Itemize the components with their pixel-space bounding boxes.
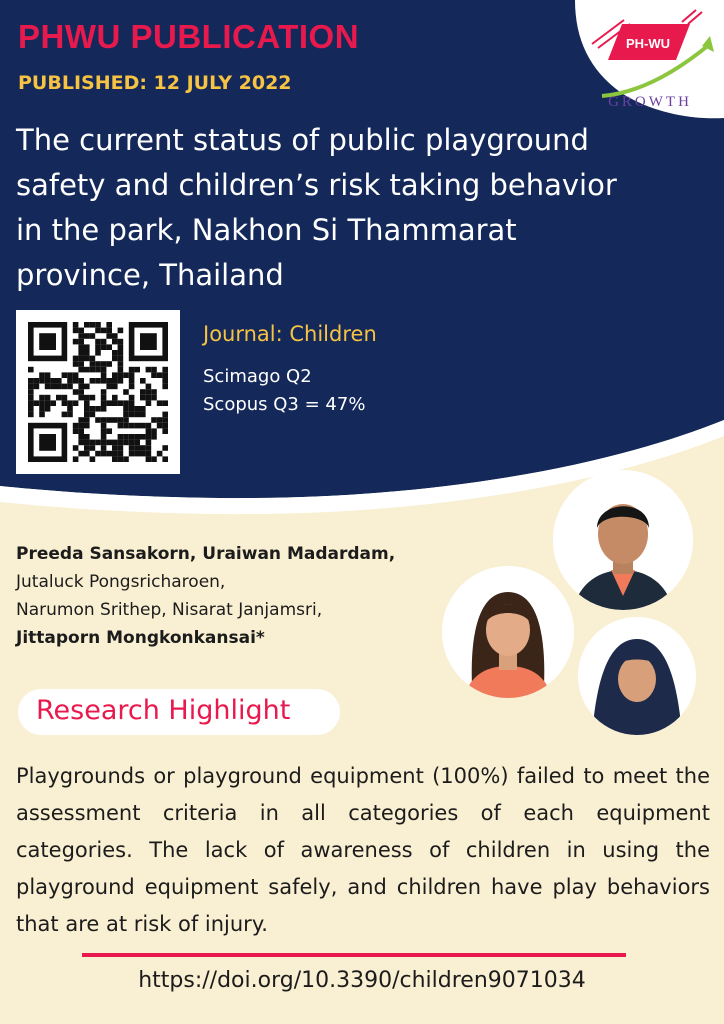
doi-link[interactable]: https://doi.org/10.3390/children9071034 [138, 968, 586, 993]
paper-title-line: province, Thailand [16, 258, 284, 292]
logo-bottom-text: GROWTH [608, 94, 692, 110]
publication-heading: PHWU PUBLICATION [18, 18, 360, 55]
qr-code-icon[interactable] [16, 310, 180, 474]
author-line: Jittaporn Mongkonkansai* [16, 628, 265, 648]
paper-title-line: in the park, Nakhon Si Thammarat [16, 213, 517, 247]
published-date: PUBLISHED: 12 JULY 2022 [18, 72, 292, 94]
scopus-rank: Scopus Q3 = 47% [203, 394, 366, 415]
highlight-text: Playgrounds or playground equipment (100%) failed to meet the assessment criteria in all categories of each equipment categories. The lack of awareness of children in using the playground equipment safely, and children have play behaviors that are at risk of injury. [16, 764, 710, 936]
divider [82, 953, 626, 957]
author-photo-male [553, 470, 693, 610]
logo-top-text: PH-WU [625, 36, 671, 51]
author-list [16, 540, 436, 652]
scimago-rank: Scimago Q2 [203, 366, 312, 387]
paper-title-line: safety and children’s risk taking behavior [16, 168, 617, 202]
author-line: Narumon Srithep, Nisarat Janjamsri, [16, 600, 323, 620]
author-line: Preeda Sansakorn, Uraiwan Madardam, [16, 544, 396, 564]
logo-icon [562, 0, 722, 118]
research-highlight-label: Research Highlight [36, 695, 291, 726]
author-line: Jutaluck Pongsricharoen, [16, 572, 226, 592]
paper-title-line: The current status of public playground [16, 123, 589, 157]
author-photo-hijab [578, 617, 696, 735]
journal-name: Journal: Children [203, 322, 377, 346]
paper-title [16, 118, 656, 298]
author-photo-female [442, 566, 574, 698]
